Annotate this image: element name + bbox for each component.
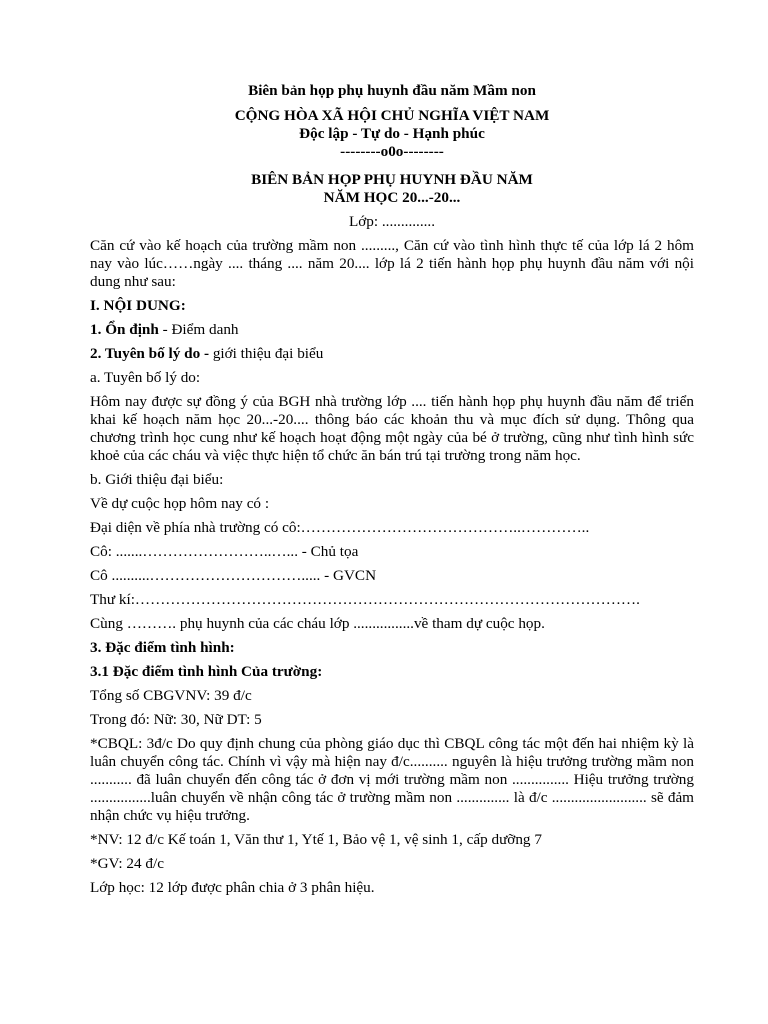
school-year: NĂM HỌC 20...-20... — [323, 189, 461, 206]
document-title: Biên bản họp phụ huynh đầu năm Mầm non — [248, 82, 536, 99]
secretary-line: Thư kí:………………………………………………………………………………………. — [90, 591, 640, 608]
national-title: CỘNG HÒA XÃ HỘI CHỦ NGHĨA VIỆT NAM — [234, 107, 550, 124]
classes-line: Lớp học: 12 lớp được phân chia ở 3 phân hiệu. — [90, 879, 375, 896]
chair-line: Cô: .......……………………..…... - Chủ tọa — [90, 543, 359, 560]
section-3-heading: 3. Đặc điểm tình hình: — [90, 639, 235, 656]
item-2b-heading: b. Giới thiệu đại biểu: — [90, 471, 224, 488]
item-2a-heading: a. Tuyên bố lý do: — [90, 369, 201, 386]
item-1-rest: - Điểm danh — [158, 321, 239, 338]
motto: Độc lập - Tự do - Hạnh phúc — [299, 125, 485, 142]
staff-total-line: Tổng số CBGVNV: 39 đ/c — [90, 687, 252, 704]
gvcn-line: Cô ..........…………………………..... - GVCN — [90, 567, 377, 584]
item-2-rest: giới thiệu đại biểu — [209, 345, 324, 362]
section-3-1-heading: 3.1 Đặc điểm tình hình Của trường: — [90, 663, 323, 680]
intro-paragraph: Căn cứ vào kế hoạch của trường mầm non ........., Căn cứ vào tình hình thực tế của lớp lá 2 hôm nay vào lúc……ngày .... tháng .... năm 20.... lớp lá 2 tiến hành họp phụ huynh đầu năm với nội dung như sau: — [90, 237, 694, 290]
separator: --------o0o-------- — [340, 143, 444, 160]
document-page — [90, 82, 694, 903]
item-2 — [90, 345, 694, 363]
item-2a-paragraph: Hôm nay được sự đồng ý của BGH nhà trường lớp .... tiến hành họp phụ huynh đầu năm để triển khai kế hoạch năm học 20...-20.... thông báo các khoản thu và mục đích sử dụng. Thông qua chương trình học cung như kế hoạch hoạt động một ngày của bé ở trường, cũng như tình hình sức khoẻ của các cháu và việc thực hiện tổ chức ăn bán trú tại trường trong năm học. — [90, 393, 694, 464]
item-1-bold: 1. Ổn định — [90, 321, 159, 338]
attendance-line: Về dự cuộc họp hôm nay có : — [90, 495, 270, 512]
school-representative-line: Đại diện về phía nhà trường có cô:……………………………………..………….. — [90, 519, 590, 536]
item-2-bold: 2. Tuyên bố lý do - — [90, 345, 210, 362]
parents-line: Cùng ………. phụ huynh của các cháu lớp ................về tham dự cuộc họp. — [90, 615, 545, 632]
gv-line: *GV: 24 đ/c — [90, 855, 164, 872]
class-line: Lớp: .............. — [348, 213, 436, 230]
minutes-title: BIÊN BẢN HỌP PHỤ HUYNH ĐẦU NĂM — [251, 171, 533, 188]
cbql-paragraph: *CBQL: 3đ/c Do quy định chung của phòng giáo dục thì CBQL công tác một đến hai nhiệm kỳ là luân chuyển công tác. Chính vì vậy mà hiện nay đ/c.......... nguyên là hiệu trưởng trường mầm non ........... đã luân chuyển đến công tác ở đơn vị mới trường mầm non ............... Hiệu trưởng trường ................luân chuyển về nhận công tác ở trường mầm non .............. là đ/c ......................... sẽ đảm nhận chức vụ hiệu trưởng. — [90, 735, 694, 824]
item-1 — [90, 321, 694, 339]
section-1-heading: I. NỘI DUNG: — [90, 297, 186, 314]
staff-detail-line: Trong đó: Nữ: 30, Nữ DT: 5 — [90, 711, 262, 728]
nv-line: *NV: 12 đ/c Kế toán 1, Văn thư 1, Ytế 1, Bảo vệ 1, vệ sinh 1, cấp dưỡng 7 — [90, 831, 542, 848]
